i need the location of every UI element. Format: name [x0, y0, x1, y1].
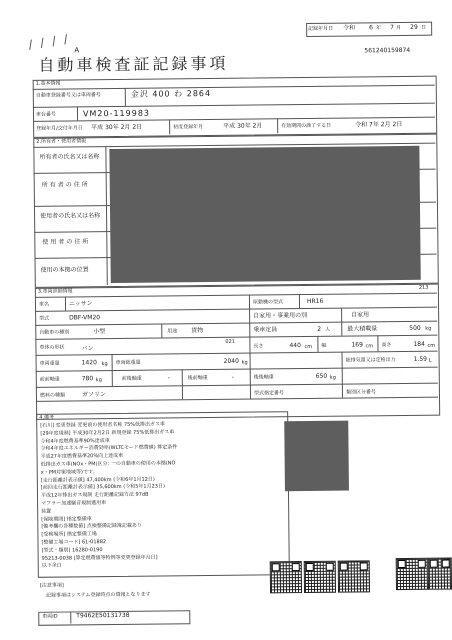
owner-name-label: 所有者の氏名又は名称	[39, 153, 100, 161]
height-label: 高さ	[381, 342, 392, 349]
front-rear-axle-value: -	[167, 374, 170, 382]
divider	[377, 335, 378, 351]
remarks-line: 95213-0038 [算定燃費値等特例等変更登録年月日]	[41, 554, 158, 562]
record-date-month: 7	[390, 24, 394, 32]
remarks-line: [石川] 変更登録 変更前の使用者名称 75%低排出ガス車	[40, 421, 166, 429]
fuel-type-value: ガソリン	[81, 391, 107, 399]
registration-number-value: 金沢 400 わ 2864	[130, 88, 212, 99]
record-date-era: 令和	[343, 24, 356, 32]
capacity-value: 2	[317, 325, 322, 333]
divider	[182, 369, 183, 385]
divider	[249, 323, 250, 337]
divider	[299, 294, 300, 308]
redaction-block	[284, 421, 349, 492]
gross-weight-value: 2040	[223, 357, 239, 365]
divider	[112, 354, 113, 370]
initial-registration-label: 初度登録年月	[173, 124, 204, 131]
category-label: 自動車の種別	[39, 329, 70, 336]
vin-label: 車台番号	[35, 111, 57, 118]
section-vehicle-details-header: 3.車両詳細情報	[37, 288, 73, 295]
max-load-unit: kg	[425, 325, 432, 332]
maker-label: 車名	[38, 301, 50, 308]
rear-rear-axle-label: 後後軸重	[253, 374, 274, 381]
divider	[250, 385, 251, 399]
initial-registration-value: 平成 30年 2月	[223, 122, 263, 130]
record-date-year-unit: 年	[376, 25, 382, 32]
gross-weight-unit: kg	[241, 359, 248, 366]
displacement-unit: L	[428, 357, 432, 364]
type-label: 型式	[39, 315, 50, 322]
expiry-date-value: 令和 7年 2月 2日	[355, 120, 403, 129]
first-registration-label: 登録年月/交付年月日	[36, 125, 83, 132]
vehicle-weight-unit: kg	[101, 361, 108, 368]
purpose-label: 用途	[167, 328, 178, 335]
vehicle-inspection-record-sheet	[18, 14, 452, 630]
width-value: 169	[351, 341, 363, 349]
owner-address-label: 所有者の住所	[41, 181, 90, 189]
model-designation-label: 型式指定番号	[253, 390, 284, 397]
maker-value: ニッサン	[68, 300, 93, 308]
remarks-line: 平成27年度燃費基準20%向上達成車	[40, 453, 124, 460]
engine-type-value: HR16	[306, 297, 324, 305]
divider	[70, 611, 71, 623]
divider	[112, 370, 113, 386]
section-owner-user-header: 2.所有者・使用者情報	[36, 138, 87, 145]
remarks-line: 低排出ガス車(NOx・PM)区分: 一の自動車の使用の本拠(NO	[40, 460, 176, 468]
divider	[125, 88, 126, 106]
divider	[317, 336, 318, 352]
vehicle-weight-label: 車両重量	[39, 360, 60, 367]
displacement-value: 1.59	[413, 355, 427, 363]
category-value: 小型	[93, 328, 106, 336]
max-load-value: 500	[409, 324, 421, 332]
length-value: 440	[289, 342, 301, 350]
user-address-label: 使用者の住所	[42, 238, 91, 246]
width-unit: cm	[365, 343, 374, 350]
record-date-day: 29	[410, 23, 418, 31]
remarks-line: [前回走行距離計表示値] 35,600km (令和5年1月23日)	[40, 483, 165, 492]
qr-code-icon	[428, 557, 452, 589]
remarks-line: 以下余白	[41, 562, 62, 570]
registration-number-label: 自動車登録番号又は車両番号	[35, 92, 101, 99]
base-location-label: 使用の本拠の位置	[40, 266, 89, 274]
divider	[342, 368, 343, 384]
remarks-line: [受検場所] 指定整備工場	[41, 531, 97, 538]
remarks-line: マフラー加速騒音規制適用車	[41, 500, 107, 507]
user-name-label: 使用者の氏名又は名称	[40, 212, 101, 220]
class-number-label: 類別区分番号	[345, 389, 376, 396]
record-date-year: 6	[369, 24, 373, 32]
notes-header: [注意事項]	[39, 582, 64, 589]
capacity-label: 乗車定員	[253, 326, 278, 334]
body-shape-label: 車体の形状	[39, 344, 65, 351]
capacity-unit: 人	[325, 326, 331, 333]
length-label: 長さ	[253, 343, 264, 350]
remarks-line: 令和4年度エネルギー消費効率(WLTCモード燃費値) 算定条件	[40, 444, 178, 453]
body-shape-code: 021	[225, 338, 235, 345]
notes-text: 記録事項はシステム登録時点の情報となります	[46, 591, 151, 599]
remarks-line: [保険期間] 指定整備車	[41, 515, 92, 523]
length-unit: cm	[304, 343, 313, 351]
divider	[77, 106, 78, 120]
divider	[342, 384, 343, 398]
section-basic-info-header: 1.基本情報	[35, 80, 61, 87]
divider	[249, 295, 250, 309]
remarks-line: 平成12年排出ガス規制 走行距離記録方法 97dB	[40, 491, 149, 499]
rear-rear-axle-unit: kg	[329, 374, 336, 381]
section-remarks-header: 4.備考	[39, 414, 54, 421]
divider	[65, 297, 66, 311]
use-label: 自家用・事業用の別	[253, 311, 308, 320]
vehicle-id-value: T9462E50131738	[76, 611, 130, 620]
qr-code-icon	[396, 558, 428, 590]
remarks-line: 装置	[41, 508, 52, 515]
divider	[277, 118, 278, 133]
remarks-line: x・PM対策地域等)です。	[40, 468, 98, 476]
fuel-type-label: 燃料の種類	[39, 392, 66, 399]
remarks-line: [走行距離計表示値] 47,400km (令和6年1月12日)	[40, 476, 155, 484]
rear-rear-axle-value: 650	[315, 372, 328, 380]
divider	[161, 324, 162, 338]
record-date-month-unit: 月	[396, 24, 402, 32]
corner-letter: A	[74, 46, 80, 55]
front-front-axle-unit: kg	[95, 377, 102, 384]
divider	[182, 385, 183, 399]
record-date-label: 記録年月日	[308, 25, 334, 32]
max-load-label: 最大積載量	[347, 325, 378, 333]
remarks-line: [備考欄の各種数値] 点検整備記録簿記載あり	[41, 523, 142, 531]
engine-type-label: 原動機の型式	[252, 299, 284, 306]
record-date-day-unit: 日	[421, 24, 427, 31]
divider	[342, 352, 343, 368]
divider	[169, 119, 170, 134]
front-rear-axle-label: 前後軸重	[121, 375, 142, 382]
remarks-line: 令和4年度燃費基準90%達成車	[40, 437, 110, 445]
height-value: 184	[413, 340, 425, 348]
displacement-label: 総排気量又は定格出力	[345, 357, 396, 364]
type-value: DBF-VM20	[69, 314, 101, 322]
width-label: 幅	[321, 342, 327, 349]
document-number: 561240159874	[364, 46, 411, 55]
qr-code-icon	[304, 561, 336, 593]
expiry-date-label: 有効期間の満了する日	[281, 122, 332, 130]
redaction-block	[109, 146, 420, 283]
divider	[341, 308, 342, 322]
divider	[249, 337, 250, 353]
vehicle-id-label: 車両ID	[42, 613, 58, 620]
remarks-line: [整備工場コード] 61-01882	[41, 539, 107, 546]
purpose-value: 貨物	[191, 327, 204, 335]
first-registration-value: 平成 30年 2月 2日	[91, 123, 143, 132]
remarks-line: [型式・類別] 16280-0190	[41, 546, 103, 554]
remarks-line: [29年度規制] 平成30年2月2日 新規登録 75%低排出ガス車	[40, 429, 175, 437]
gross-weight-label: 車両総重量	[115, 359, 141, 366]
document-title: 自動車検査証記録事項	[38, 53, 229, 75]
height-unit: cm	[427, 342, 436, 349]
rear-front-axle-label: 後前軸重	[187, 375, 208, 382]
qr-code-icon	[270, 561, 302, 593]
divider	[249, 309, 250, 323]
section-vehicle-details-code: 213	[418, 284, 429, 291]
body-shape-value: バン	[81, 345, 94, 353]
handwritten-scribble: / / / /	[27, 31, 71, 52]
divider	[341, 322, 342, 336]
vin-value: VM20-119983	[82, 108, 151, 119]
front-front-axle-label: 前前軸重	[39, 376, 60, 383]
rear-front-axle-value: -	[231, 373, 234, 381]
use-value: 自家用	[351, 311, 370, 319]
vehicle-weight-value: 1420	[81, 359, 97, 367]
qr-code-icon	[338, 560, 370, 592]
front-front-axle-value: 780	[81, 375, 94, 383]
